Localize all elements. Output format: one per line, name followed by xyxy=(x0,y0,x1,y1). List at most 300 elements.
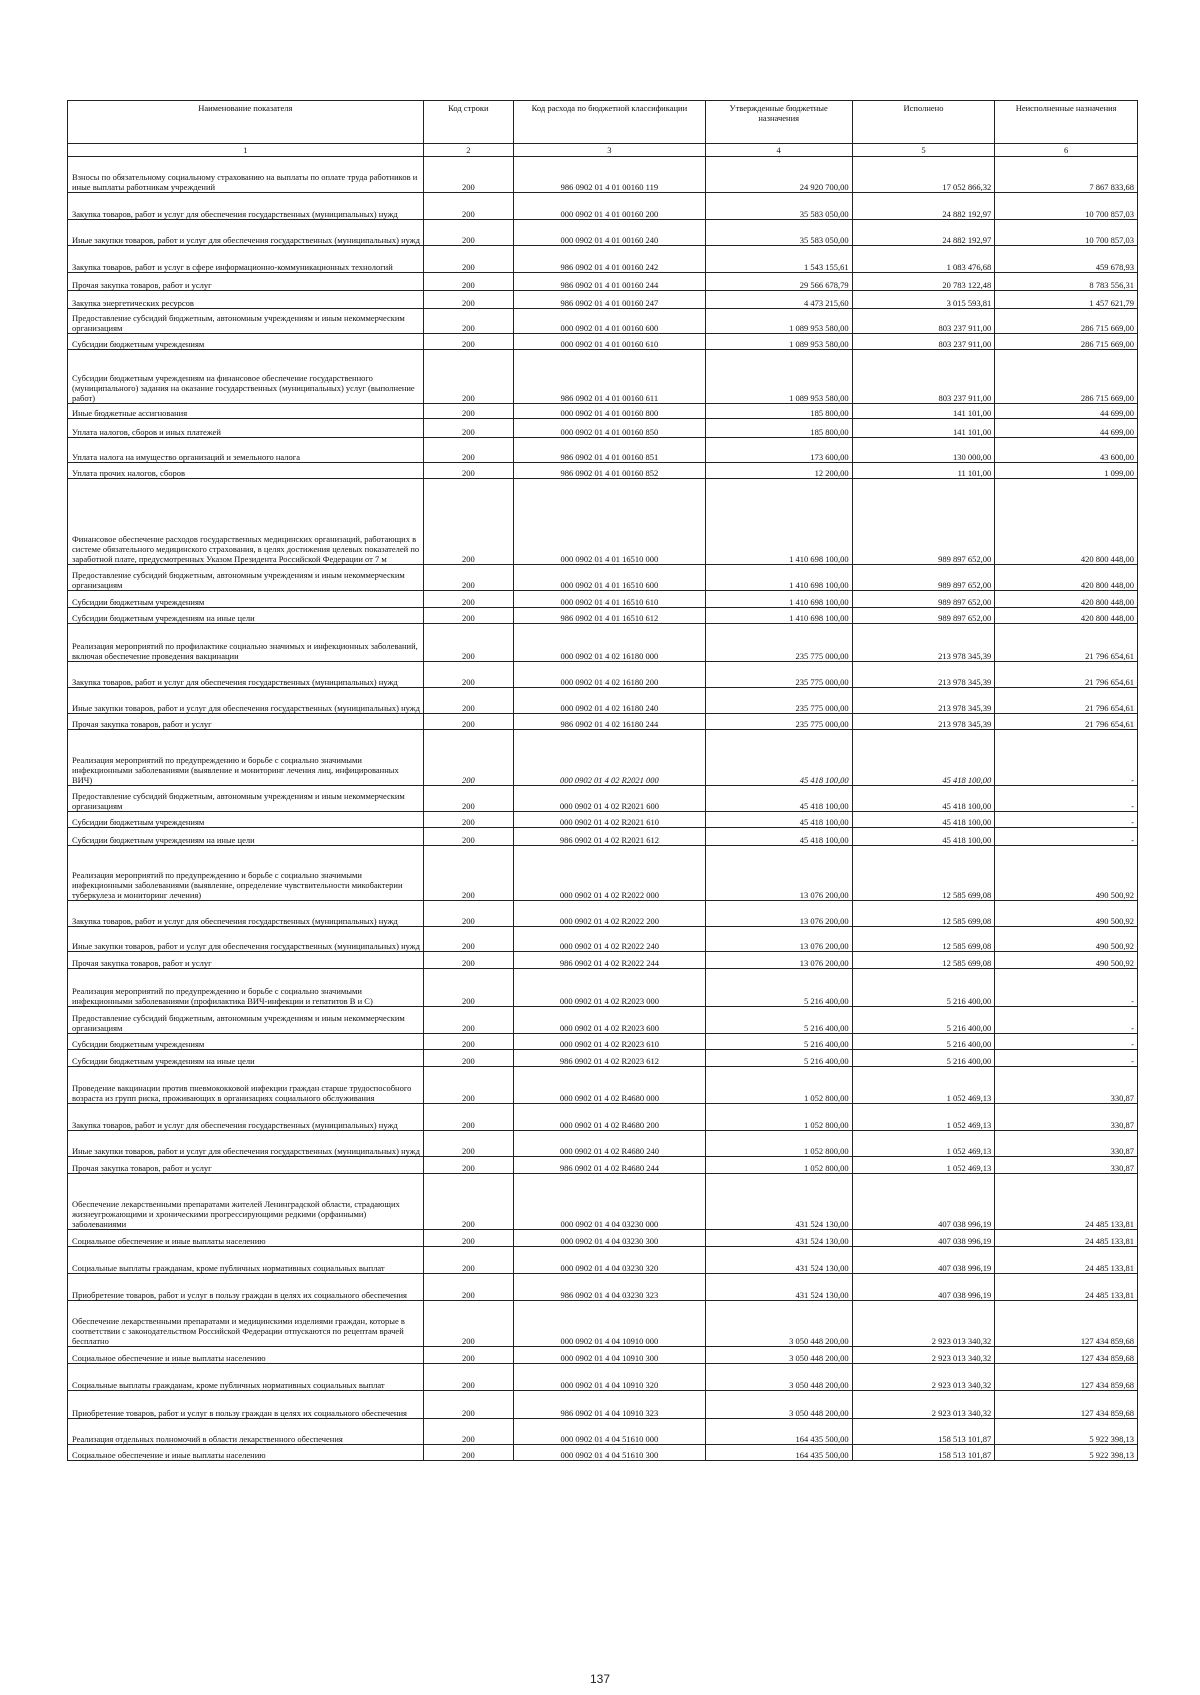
row-approved-amount: 45 418 100,00 xyxy=(705,730,852,786)
row-unexecuted-amount: - xyxy=(995,969,1138,1007)
row-indicator-name: Иные закупки товаров, работ и услуг для обеспечения государственных (муниципальных) нужд xyxy=(68,220,424,246)
row-indicator-name: Обеспечение лекарственными препаратами жителей Ленинградской области, страдающих жизнеугрожающими и хроническими прогрессирующими редкими (орфанными) заболеваниями xyxy=(68,1174,424,1230)
row-approved-amount: 164 435 500,00 xyxy=(705,1445,852,1461)
row-indicator-name: Закупка товаров, работ и услуг для обеспечения государственных (муниципальных) нужд xyxy=(68,662,424,688)
row-executed-amount: 12 585 699,08 xyxy=(852,952,995,969)
row-indicator-name: Предоставление субсидий бюджетным, автономным учреждениям и иным некоммерческим организациям xyxy=(68,1007,424,1034)
row-executed-amount: 141 101,00 xyxy=(852,404,995,419)
row-expense-code: 000 0902 01 4 04 10910 320 xyxy=(514,1364,706,1391)
table-row xyxy=(68,1034,1138,1050)
row-unexecuted-amount: 21 796 654,61 xyxy=(995,714,1138,730)
table-row xyxy=(68,1247,1138,1274)
table-row xyxy=(68,624,1138,662)
table-body xyxy=(68,157,1138,1461)
row-line-code: 200 xyxy=(423,1391,513,1419)
row-expense-code: 000 0902 01 4 02 16180 200 xyxy=(514,662,706,688)
table-row xyxy=(68,1274,1138,1301)
table-row xyxy=(68,608,1138,624)
page-number: 137 xyxy=(589,1672,611,1686)
table-row xyxy=(68,1157,1138,1174)
row-approved-amount: 45 418 100,00 xyxy=(705,828,852,846)
row-indicator-name: Предоставление субсидий бюджетным, автономным учреждениям и иным некоммерческим организациям xyxy=(68,309,424,334)
row-line-code: 200 xyxy=(423,624,513,662)
row-indicator-name: Субсидии бюджетным учреждениям xyxy=(68,591,424,608)
row-indicator-name: Социальные выплаты гражданам, кроме публичных нормативных социальных выплат xyxy=(68,1364,424,1391)
row-line-code: 200 xyxy=(423,714,513,730)
row-expense-code: 986 0902 01 4 01 00160 242 xyxy=(514,246,706,273)
row-unexecuted-amount: 5 922 398,13 xyxy=(995,1419,1138,1445)
row-indicator-name: Реализация мероприятий по предупреждению и борьбе с социально значимыми инфекционными заболеваниями (выявление, определение чувствительности микобактерии туберкулеза и мониторинг лечения) xyxy=(68,846,424,901)
row-executed-amount: 45 418 100,00 xyxy=(852,812,995,828)
row-line-code: 200 xyxy=(423,1445,513,1461)
row-indicator-name: Социальные выплаты гражданам, кроме публичных нормативных социальных выплат xyxy=(68,1247,424,1274)
header-unexecuted: Неисполненные назначения xyxy=(995,101,1138,144)
table-row xyxy=(68,1007,1138,1034)
row-line-code: 200 xyxy=(423,1301,513,1347)
row-executed-amount: 158 513 101,87 xyxy=(852,1419,995,1445)
row-approved-amount: 13 076 200,00 xyxy=(705,927,852,952)
table-row xyxy=(68,786,1138,812)
row-unexecuted-amount: 330,87 xyxy=(995,1104,1138,1131)
row-line-code: 200 xyxy=(423,812,513,828)
table-row xyxy=(68,193,1138,220)
row-executed-amount: 45 418 100,00 xyxy=(852,730,995,786)
row-expense-code: 986 0902 01 4 04 10910 323 xyxy=(514,1391,706,1419)
row-line-code: 200 xyxy=(423,1104,513,1131)
row-approved-amount: 1 052 800,00 xyxy=(705,1131,852,1157)
row-executed-amount: 158 513 101,87 xyxy=(852,1445,995,1461)
row-expense-code: 986 0902 01 4 01 00160 119 xyxy=(514,157,706,193)
table-row xyxy=(68,1445,1138,1461)
row-line-code: 200 xyxy=(423,309,513,334)
row-approved-amount: 3 050 448 200,00 xyxy=(705,1301,852,1347)
row-expense-code: 000 0902 01 4 02 R2021 600 xyxy=(514,786,706,812)
table-row xyxy=(68,969,1138,1007)
row-unexecuted-amount: 44 699,00 xyxy=(995,404,1138,419)
row-indicator-name: Закупка товаров, работ и услуг для обеспечения государственных (муниципальных) нужд xyxy=(68,1104,424,1131)
row-expense-code: 000 0902 01 4 01 00160 850 xyxy=(514,419,706,438)
row-expense-code: 000 0902 01 4 01 00160 200 xyxy=(514,193,706,220)
row-unexecuted-amount: 43 600,00 xyxy=(995,438,1138,463)
row-expense-code: 986 0902 01 4 01 16510 612 xyxy=(514,608,706,624)
row-expense-code: 000 0902 01 4 02 R2022 000 xyxy=(514,846,706,901)
table-row xyxy=(68,1230,1138,1247)
row-unexecuted-amount: 5 922 398,13 xyxy=(995,1445,1138,1461)
row-expense-code: 000 0902 01 4 01 00160 240 xyxy=(514,220,706,246)
row-indicator-name: Предоставление субсидий бюджетным, автономным учреждениям и иным некоммерческим организациям xyxy=(68,786,424,812)
row-line-code: 200 xyxy=(423,404,513,419)
row-approved-amount: 5 216 400,00 xyxy=(705,1034,852,1050)
row-expense-code: 000 0902 01 4 02 R4680 000 xyxy=(514,1067,706,1104)
row-executed-amount: 989 897 652,00 xyxy=(852,591,995,608)
row-unexecuted-amount: 286 715 669,00 xyxy=(995,350,1138,404)
row-approved-amount: 45 418 100,00 xyxy=(705,812,852,828)
row-line-code: 200 xyxy=(423,1174,513,1230)
row-executed-amount: 12 585 699,08 xyxy=(852,846,995,901)
row-indicator-name: Реализация мероприятий по предупреждению и борьбе с социально значимыми инфекционными заболеваниями (выявление и мониторинг лечения лиц, инфицированных ВИЧ) xyxy=(68,730,424,786)
row-executed-amount: 1 083 476,68 xyxy=(852,246,995,273)
row-executed-amount: 2 923 013 340,32 xyxy=(852,1364,995,1391)
budget-execution-table xyxy=(67,100,1138,1461)
row-line-code: 200 xyxy=(423,786,513,812)
table-row xyxy=(68,1347,1138,1364)
row-executed-amount: 1 052 469,13 xyxy=(852,1131,995,1157)
row-unexecuted-amount: 420 800 448,00 xyxy=(995,479,1138,565)
table-row xyxy=(68,901,1138,927)
row-line-code: 200 xyxy=(423,419,513,438)
row-unexecuted-amount: - xyxy=(995,812,1138,828)
row-line-code: 200 xyxy=(423,828,513,846)
row-approved-amount: 1 089 953 580,00 xyxy=(705,309,852,334)
row-approved-amount: 5 216 400,00 xyxy=(705,1050,852,1067)
table-row xyxy=(68,591,1138,608)
row-indicator-name: Уплата прочих налогов, сборов xyxy=(68,463,424,479)
row-unexecuted-amount: 490 500,92 xyxy=(995,846,1138,901)
row-indicator-name: Субсидии бюджетным учреждениям на иные цели xyxy=(68,608,424,624)
row-executed-amount: 45 418 100,00 xyxy=(852,828,995,846)
row-line-code: 200 xyxy=(423,334,513,350)
row-expense-code: 986 0902 01 4 02 R2022 244 xyxy=(514,952,706,969)
row-executed-amount: 5 216 400,00 xyxy=(852,969,995,1007)
row-line-code: 200 xyxy=(423,1067,513,1104)
row-executed-amount: 5 216 400,00 xyxy=(852,1034,995,1050)
row-line-code: 200 xyxy=(423,1247,513,1274)
row-expense-code: 000 0902 01 4 01 16510 000 xyxy=(514,479,706,565)
row-expense-code: 986 0902 01 4 02 R2021 612 xyxy=(514,828,706,846)
report-sheet xyxy=(67,100,1138,1461)
table-row xyxy=(68,1050,1138,1067)
row-executed-amount: 24 882 192,97 xyxy=(852,193,995,220)
header-indicator-name: Наименование показателя xyxy=(68,101,424,144)
column-number: 6 xyxy=(995,144,1138,157)
row-approved-amount: 431 524 130,00 xyxy=(705,1247,852,1274)
row-line-code: 200 xyxy=(423,1419,513,1445)
row-indicator-name: Иные закупки товаров, работ и услуг для обеспечения государственных (муниципальных) нужд xyxy=(68,927,424,952)
row-expense-code: 986 0902 01 4 01 00160 851 xyxy=(514,438,706,463)
table-row xyxy=(68,1174,1138,1230)
row-approved-amount: 1 410 698 100,00 xyxy=(705,479,852,565)
row-line-code: 200 xyxy=(423,1131,513,1157)
row-unexecuted-amount: - xyxy=(995,1034,1138,1050)
row-indicator-name: Реализация мероприятий по профилактике социально значимых и инфекционных заболеваний, включая обеспечение проведения вакцинации xyxy=(68,624,424,662)
row-expense-code: 000 0902 01 4 02 R2022 240 xyxy=(514,927,706,952)
table-row xyxy=(68,419,1138,438)
row-line-code: 200 xyxy=(423,157,513,193)
table-row xyxy=(68,404,1138,419)
row-line-code: 200 xyxy=(423,1050,513,1067)
row-unexecuted-amount: 286 715 669,00 xyxy=(995,334,1138,350)
row-line-code: 200 xyxy=(423,608,513,624)
row-approved-amount: 3 050 448 200,00 xyxy=(705,1347,852,1364)
row-unexecuted-amount: 330,87 xyxy=(995,1067,1138,1104)
row-expense-code: 000 0902 01 4 04 03230 320 xyxy=(514,1247,706,1274)
row-expense-code: 986 0902 01 4 04 03230 323 xyxy=(514,1274,706,1301)
row-indicator-name: Социальное обеспечение и иные выплаты населению xyxy=(68,1445,424,1461)
row-approved-amount: 1 410 698 100,00 xyxy=(705,608,852,624)
row-executed-amount: 213 978 345,39 xyxy=(852,714,995,730)
row-approved-amount: 431 524 130,00 xyxy=(705,1274,852,1301)
row-line-code: 200 xyxy=(423,1364,513,1391)
row-indicator-name: Иные закупки товаров, работ и услуг для обеспечения государственных (муниципальных) нужд xyxy=(68,688,424,714)
row-line-code: 200 xyxy=(423,463,513,479)
row-approved-amount: 29 566 678,79 xyxy=(705,273,852,291)
row-line-code: 200 xyxy=(423,1274,513,1301)
row-expense-code: 986 0902 01 4 02 16180 244 xyxy=(514,714,706,730)
row-line-code: 200 xyxy=(423,1007,513,1034)
row-executed-amount: 20 783 122,48 xyxy=(852,273,995,291)
row-line-code: 200 xyxy=(423,591,513,608)
row-expense-code: 000 0902 01 4 02 R2023 600 xyxy=(514,1007,706,1034)
row-executed-amount: 989 897 652,00 xyxy=(852,608,995,624)
row-expense-code: 000 0902 01 4 02 R4680 200 xyxy=(514,1104,706,1131)
row-line-code: 200 xyxy=(423,273,513,291)
row-indicator-name: Финансовое обеспечение расходов государственных медицинских организаций, работающих в системе обязательного медицинского страхования, в целях достижения целевых показателей по заработной плате, предусмотренных Указом Президента Российской Федерации от 7 м xyxy=(68,479,424,565)
row-indicator-name: Приобретение товаров, работ и услуг в пользу граждан в целях их социального обеспечения xyxy=(68,1274,424,1301)
row-line-code: 200 xyxy=(423,565,513,591)
header-executed: Исполнено xyxy=(852,101,995,144)
table-row xyxy=(68,846,1138,901)
row-expense-code: 000 0902 01 4 01 00160 610 xyxy=(514,334,706,350)
row-executed-amount: 803 237 911,00 xyxy=(852,309,995,334)
row-expense-code: 000 0902 01 4 04 51610 300 xyxy=(514,1445,706,1461)
row-executed-amount: 989 897 652,00 xyxy=(852,565,995,591)
row-approved-amount: 5 216 400,00 xyxy=(705,969,852,1007)
row-unexecuted-amount: 24 485 133,81 xyxy=(995,1247,1138,1274)
row-line-code: 200 xyxy=(423,952,513,969)
table-row xyxy=(68,291,1138,309)
row-expense-code: 000 0902 01 4 02 16180 240 xyxy=(514,688,706,714)
row-unexecuted-amount: - xyxy=(995,1050,1138,1067)
table-row xyxy=(68,1131,1138,1157)
row-line-code: 200 xyxy=(423,220,513,246)
row-unexecuted-amount: 459 678,93 xyxy=(995,246,1138,273)
row-approved-amount: 235 775 000,00 xyxy=(705,714,852,730)
row-indicator-name: Уплата налога на имущество организаций и земельного налога xyxy=(68,438,424,463)
column-number-row xyxy=(68,144,1138,157)
row-line-code: 200 xyxy=(423,1230,513,1247)
row-approved-amount: 1 052 800,00 xyxy=(705,1067,852,1104)
table-row xyxy=(68,438,1138,463)
row-expense-code: 000 0902 01 4 04 51610 000 xyxy=(514,1419,706,1445)
row-executed-amount: 213 978 345,39 xyxy=(852,662,995,688)
row-line-code: 200 xyxy=(423,969,513,1007)
row-expense-code: 000 0902 01 4 04 03230 000 xyxy=(514,1174,706,1230)
table-row xyxy=(68,463,1138,479)
row-unexecuted-amount: 21 796 654,61 xyxy=(995,688,1138,714)
row-executed-amount: 3 015 593,81 xyxy=(852,291,995,309)
row-executed-amount: 5 216 400,00 xyxy=(852,1050,995,1067)
table-row xyxy=(68,662,1138,688)
row-approved-amount: 1 052 800,00 xyxy=(705,1157,852,1174)
row-unexecuted-amount: 1 099,00 xyxy=(995,463,1138,479)
row-indicator-name: Реализация отдельных полномочий в области лекарственного обеспечения xyxy=(68,1419,424,1445)
row-executed-amount: 2 923 013 340,32 xyxy=(852,1347,995,1364)
row-approved-amount: 235 775 000,00 xyxy=(705,662,852,688)
row-executed-amount: 1 052 469,13 xyxy=(852,1067,995,1104)
row-approved-amount: 431 524 130,00 xyxy=(705,1174,852,1230)
row-indicator-name: Прочая закупка товаров, работ и услуг xyxy=(68,1157,424,1174)
row-indicator-name: Проведение вакцинации против пневмококковой инфекции граждан старше трудоспособного возраста из групп риска, проживающих в организациях социального обслуживания xyxy=(68,1067,424,1104)
table-row xyxy=(68,350,1138,404)
row-line-code: 200 xyxy=(423,688,513,714)
row-approved-amount: 13 076 200,00 xyxy=(705,846,852,901)
row-approved-amount: 3 050 448 200,00 xyxy=(705,1391,852,1419)
row-unexecuted-amount: 21 796 654,61 xyxy=(995,662,1138,688)
row-indicator-name: Субсидии бюджетным учреждениям xyxy=(68,812,424,828)
row-expense-code: 000 0902 01 4 04 03230 300 xyxy=(514,1230,706,1247)
table-row xyxy=(68,1067,1138,1104)
row-unexecuted-amount: - xyxy=(995,828,1138,846)
row-unexecuted-amount: 490 500,92 xyxy=(995,927,1138,952)
table-row xyxy=(68,565,1138,591)
row-unexecuted-amount: 8 783 556,31 xyxy=(995,273,1138,291)
column-number: 2 xyxy=(423,144,513,157)
row-executed-amount: 5 216 400,00 xyxy=(852,1007,995,1034)
row-indicator-name: Субсидии бюджетным учреждениям на иные цели xyxy=(68,1050,424,1067)
row-approved-amount: 431 524 130,00 xyxy=(705,1230,852,1247)
row-expense-code: 000 0902 01 4 02 R2023 610 xyxy=(514,1034,706,1050)
row-indicator-name: Реализация мероприятий по предупреждению и борьбе с социально значимыми инфекционными заболеваниями (профилактика ВИЧ-инфекции и гепатитов В и С) xyxy=(68,969,424,1007)
row-approved-amount: 12 200,00 xyxy=(705,463,852,479)
row-line-code: 200 xyxy=(423,1157,513,1174)
row-unexecuted-amount: 44 699,00 xyxy=(995,419,1138,438)
row-approved-amount: 4 473 215,60 xyxy=(705,291,852,309)
row-executed-amount: 407 038 996,19 xyxy=(852,1247,995,1274)
row-approved-amount: 235 775 000,00 xyxy=(705,688,852,714)
row-unexecuted-amount: 420 800 448,00 xyxy=(995,565,1138,591)
row-executed-amount: 1 052 469,13 xyxy=(852,1104,995,1131)
row-indicator-name: Субсидии бюджетным учреждениям xyxy=(68,1034,424,1050)
row-executed-amount: 989 897 652,00 xyxy=(852,479,995,565)
row-unexecuted-amount: 330,87 xyxy=(995,1131,1138,1157)
row-executed-amount: 407 038 996,19 xyxy=(852,1174,995,1230)
row-executed-amount: 24 882 192,97 xyxy=(852,220,995,246)
row-expense-code: 986 0902 01 4 02 R2023 612 xyxy=(514,1050,706,1067)
row-unexecuted-amount: 127 434 859,68 xyxy=(995,1301,1138,1347)
table-row xyxy=(68,1419,1138,1445)
row-approved-amount: 35 583 050,00 xyxy=(705,193,852,220)
table-row xyxy=(68,273,1138,291)
row-approved-amount: 13 076 200,00 xyxy=(705,952,852,969)
row-indicator-name: Субсидии бюджетным учреждениям на иные цели xyxy=(68,828,424,846)
row-expense-code: 000 0902 01 4 04 10910 000 xyxy=(514,1301,706,1347)
row-approved-amount: 5 216 400,00 xyxy=(705,1007,852,1034)
table-row xyxy=(68,828,1138,846)
row-expense-code: 000 0902 01 4 02 R2021 610 xyxy=(514,812,706,828)
row-expense-code: 986 0902 01 4 01 00160 247 xyxy=(514,291,706,309)
row-line-code: 200 xyxy=(423,1347,513,1364)
row-approved-amount: 185 800,00 xyxy=(705,419,852,438)
row-line-code: 200 xyxy=(423,438,513,463)
row-approved-amount: 1 089 953 580,00 xyxy=(705,350,852,404)
row-approved-amount: 164 435 500,00 xyxy=(705,1419,852,1445)
row-approved-amount: 235 775 000,00 xyxy=(705,624,852,662)
row-executed-amount: 407 038 996,19 xyxy=(852,1274,995,1301)
row-indicator-name: Субсидии бюджетным учреждениям на финансовое обеспечение государственного (муниципального) задания на оказание государственных (муниципальных) услуг (выполнение работ) xyxy=(68,350,424,404)
table-row xyxy=(68,730,1138,786)
row-approved-amount: 45 418 100,00 xyxy=(705,786,852,812)
header-approved: Утвержденные бюджетные назначения xyxy=(705,101,852,144)
row-expense-code: 000 0902 01 4 02 R2022 200 xyxy=(514,901,706,927)
row-line-code: 200 xyxy=(423,662,513,688)
row-approved-amount: 1 089 953 580,00 xyxy=(705,334,852,350)
header-line-code: Код строки xyxy=(423,101,513,144)
row-expense-code: 000 0902 01 4 02 R2023 000 xyxy=(514,969,706,1007)
row-indicator-name: Прочая закупка товаров, работ и услуг xyxy=(68,952,424,969)
row-expense-code: 000 0902 01 4 02 16180 000 xyxy=(514,624,706,662)
row-indicator-name: Обеспечение лекарственными препаратами и медицинскими изделиями граждан, которые в соответствии с законодательством Российской Федерации отпускаются по рецептам врачей бесплатно xyxy=(68,1301,424,1347)
row-expense-code: 986 0902 01 4 01 00160 852 xyxy=(514,463,706,479)
row-line-code: 200 xyxy=(423,193,513,220)
table-row xyxy=(68,1301,1138,1347)
row-expense-code: 986 0902 01 4 01 00160 611 xyxy=(514,350,706,404)
table-row xyxy=(68,1391,1138,1419)
row-expense-code: 000 0902 01 4 01 00160 800 xyxy=(514,404,706,419)
table-row xyxy=(68,334,1138,350)
row-approved-amount: 1 052 800,00 xyxy=(705,1104,852,1131)
row-unexecuted-amount: 286 715 669,00 xyxy=(995,309,1138,334)
row-executed-amount: 12 585 699,08 xyxy=(852,927,995,952)
row-indicator-name: Предоставление субсидий бюджетным, автономным учреждениям и иным некоммерческим организациям xyxy=(68,565,424,591)
row-unexecuted-amount: - xyxy=(995,1007,1138,1034)
row-approved-amount: 13 076 200,00 xyxy=(705,901,852,927)
table-row xyxy=(68,812,1138,828)
row-unexecuted-amount: 7 867 833,68 xyxy=(995,157,1138,193)
row-approved-amount: 1 410 698 100,00 xyxy=(705,591,852,608)
table-row xyxy=(68,927,1138,952)
row-unexecuted-amount: 10 700 857,03 xyxy=(995,193,1138,220)
column-number: 5 xyxy=(852,144,995,157)
row-line-code: 200 xyxy=(423,1034,513,1050)
row-executed-amount: 407 038 996,19 xyxy=(852,1230,995,1247)
table-row xyxy=(68,220,1138,246)
row-indicator-name: Приобретение товаров, работ и услуг в пользу граждан в целях их социального обеспечения xyxy=(68,1391,424,1419)
table-row xyxy=(68,952,1138,969)
row-executed-amount: 1 052 469,13 xyxy=(852,1157,995,1174)
row-indicator-name: Социальное обеспечение и иные выплаты населению xyxy=(68,1347,424,1364)
table-header-row xyxy=(68,101,1138,144)
table-row xyxy=(68,479,1138,565)
row-indicator-name: Социальное обеспечение и иные выплаты населению xyxy=(68,1230,424,1247)
table-row xyxy=(68,309,1138,334)
row-indicator-name: Прочая закупка товаров, работ и услуг xyxy=(68,273,424,291)
row-unexecuted-amount: 420 800 448,00 xyxy=(995,608,1138,624)
row-line-code: 200 xyxy=(423,479,513,565)
row-expense-code: 986 0902 01 4 02 R4680 244 xyxy=(514,1157,706,1174)
row-expense-code: 000 0902 01 4 04 10910 300 xyxy=(514,1347,706,1364)
row-approved-amount: 173 600,00 xyxy=(705,438,852,463)
row-unexecuted-amount: 21 796 654,61 xyxy=(995,624,1138,662)
row-expense-code: 000 0902 01 4 01 16510 600 xyxy=(514,565,706,591)
row-approved-amount: 35 583 050,00 xyxy=(705,220,852,246)
row-executed-amount: 12 585 699,08 xyxy=(852,901,995,927)
row-unexecuted-amount: 10 700 857,03 xyxy=(995,220,1138,246)
row-indicator-name: Закупка товаров, работ и услуг для обеспечения государственных (муниципальных) нужд xyxy=(68,193,424,220)
row-approved-amount: 1 410 698 100,00 xyxy=(705,565,852,591)
row-line-code: 200 xyxy=(423,246,513,273)
row-line-code: 200 xyxy=(423,846,513,901)
row-executed-amount: 141 101,00 xyxy=(852,419,995,438)
row-line-code: 200 xyxy=(423,291,513,309)
row-line-code: 200 xyxy=(423,901,513,927)
row-unexecuted-amount: 420 800 448,00 xyxy=(995,591,1138,608)
row-unexecuted-amount: 490 500,92 xyxy=(995,901,1138,927)
row-approved-amount: 185 800,00 xyxy=(705,404,852,419)
row-unexecuted-amount: 127 434 859,68 xyxy=(995,1391,1138,1419)
row-indicator-name: Закупка товаров, работ и услуг в сфере информационно-коммуникационных технологий xyxy=(68,246,424,273)
row-indicator-name: Иные бюджетные ассигнования xyxy=(68,404,424,419)
row-unexecuted-amount: 127 434 859,68 xyxy=(995,1364,1138,1391)
